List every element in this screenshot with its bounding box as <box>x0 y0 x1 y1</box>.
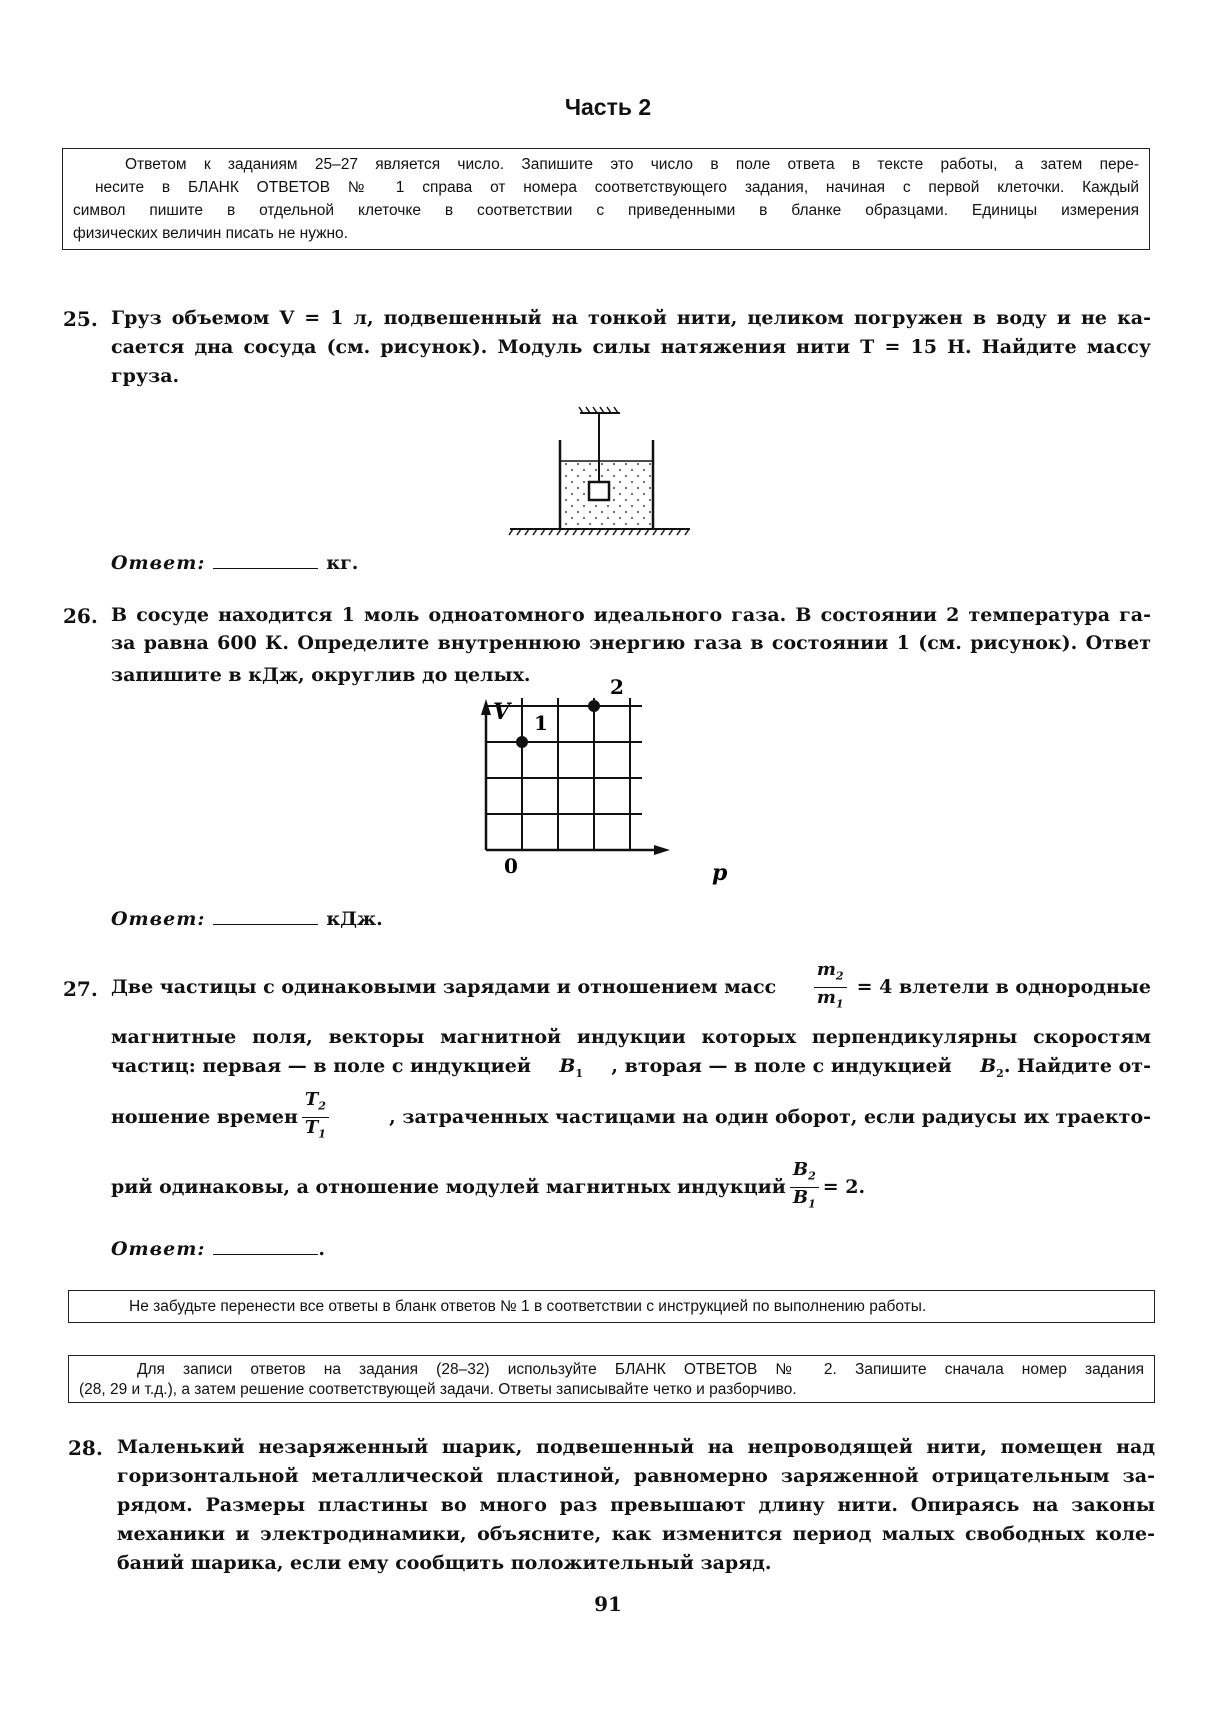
instruction-box <box>62 148 1150 250</box>
problem-text-line: механики и электродинамики, объясните, как изменится период малых свободных коле- <box>117 1523 1155 1545</box>
y-axis-label: V <box>493 699 511 725</box>
reminder-box <box>68 1290 1155 1323</box>
instruction-line: (28, 29 и т.д.), а затем решение соответствующей задачи. Ответы записывайте четко и разборчиво. <box>79 1381 797 1398</box>
ceiling-mount <box>579 407 620 413</box>
problem-text-line: запишите в кДж, округлив до целых. <box>111 664 531 686</box>
answer-unit: кг. <box>326 552 359 574</box>
problem-text-line: ношение времен $\frac{T_2}{T_1}$ , затраченных частицами на один оборот, если радиусы их траекто- <box>111 1090 1151 1144</box>
text: Две частицы с одинаковыми зарядами и отношением масс <box>111 976 777 999</box>
pv-graph <box>480 675 740 895</box>
answer-label: Ответ: <box>111 1238 206 1260</box>
problem-text-line: Груз объемом V = 1 л, подвешенный на тонкой нити, целиком погружен в воду и не ка- <box>111 307 1151 329</box>
mass-ratio-fraction: $\frac{m_2}{m_1}$ <box>814 960 847 1014</box>
problem-number: 27. <box>63 977 98 1001</box>
instruction-line: Ответом к заданиям 25–27 является число. Запишите это число в поле ответа в тексте работы, а затем пере- <box>125 156 1139 173</box>
induction-ratio-fraction: $\frac{B_2}{B_1}$ <box>790 1160 819 1214</box>
vessel-figure <box>515 400 695 535</box>
problem-number: 25. <box>63 307 98 331</box>
answer-field[interactable] <box>213 1238 318 1255</box>
answer-unit: кДж. <box>326 908 383 930</box>
time-ratio-fraction: $\frac{T_2}{T_1}$ <box>302 1090 329 1144</box>
problem-text-line: Маленький незаряженный шарик, подвешенный на непроводящей нити, помещен над <box>117 1436 1155 1458</box>
answer-field[interactable] <box>213 552 318 569</box>
state-point-1 <box>516 736 528 748</box>
origin-label: 0 <box>504 854 518 878</box>
problem-number: 26. <box>63 604 98 628</box>
answer-unit: . <box>318 1238 325 1260</box>
problem-text-line: за равна 600 К. Определите внутреннюю энергию газа в состоянии 1 (см. рисунок). Ответ <box>111 632 1151 654</box>
answer-line <box>111 1238 325 1260</box>
state-point-2 <box>588 700 600 712</box>
problem-text-line <box>111 960 1151 1014</box>
weight-block <box>589 482 609 500</box>
reminder-text: Не забудьте перенести все ответы в бланк ответов № 1 в соответствии с инструкцией по выполнению работы. <box>129 1298 927 1315</box>
answer-line <box>111 908 383 930</box>
page-number: 91 <box>594 1592 622 1616</box>
answer-label: Ответ: <box>111 908 206 930</box>
instruction-line: несите в БЛАНК ОТВЕТОВ № 1 справа от номера соответствующего задания, начиная с первой клеточки. Каждый <box>95 179 1139 196</box>
problem-text-line: груза. <box>111 365 180 387</box>
instruction-line: Для записи ответов на задания (28–32) используйте БЛАНК ОТВЕТОВ № 2. Запишите сначала номер задания <box>137 1361 1144 1378</box>
x-axis-arrow <box>654 845 670 855</box>
problem-text-line: баний шарика, если ему сообщить положительный заряд. <box>117 1552 772 1574</box>
problem-text-line: магнитные поля, векторы магнитной индукции которых перпендикулярны скоростям <box>111 1026 1151 1048</box>
text: = 4 влетели в однородные <box>856 976 1151 999</box>
section-title: Часть 2 <box>564 94 652 120</box>
answer-label: Ответ: <box>111 552 206 574</box>
state-label-1: 1 <box>534 711 548 735</box>
answer-line <box>111 552 358 574</box>
problem-text-line: сается дна сосуда (см. рисунок). Модуль силы натяжения нити T = 15 Н. Найдите массу <box>111 336 1151 358</box>
state-label-2: 2 <box>610 675 624 699</box>
x-axis-label: p <box>712 860 728 886</box>
answer-field[interactable] <box>213 908 318 925</box>
problem-text-line: рядом. Размеры пластины во много раз превышают длину нити. Опираясь на законы <box>117 1494 1155 1516</box>
instruction-line: физических величин писать не нужно. <box>73 225 348 242</box>
problem-number: 28. <box>68 1436 103 1460</box>
problem-text-line: рий одинаковы, а отношение модулей магнитных индукций $\frac{B_2}{B_1}$ = 2. <box>111 1160 1151 1214</box>
problem-text-line: В сосуде находится 1 моль одноатомного идеального газа. В состоянии 2 температура га- <box>111 604 1151 626</box>
instruction-line: символ пишите в отдельной клеточке в соответствии с приведенными в бланке образцами. Единицы измерения <box>73 202 1139 219</box>
problem-text-line: горизонтальной металлической пластиной, равномерно заряженной отрицательным за- <box>117 1465 1155 1487</box>
instruction-box <box>68 1355 1155 1403</box>
problem-text-line: частиц: первая — в поле с индукцией $B_1$ , вторая — в поле с индукцией $B_2$. Найдите от- <box>111 1055 1151 1080</box>
